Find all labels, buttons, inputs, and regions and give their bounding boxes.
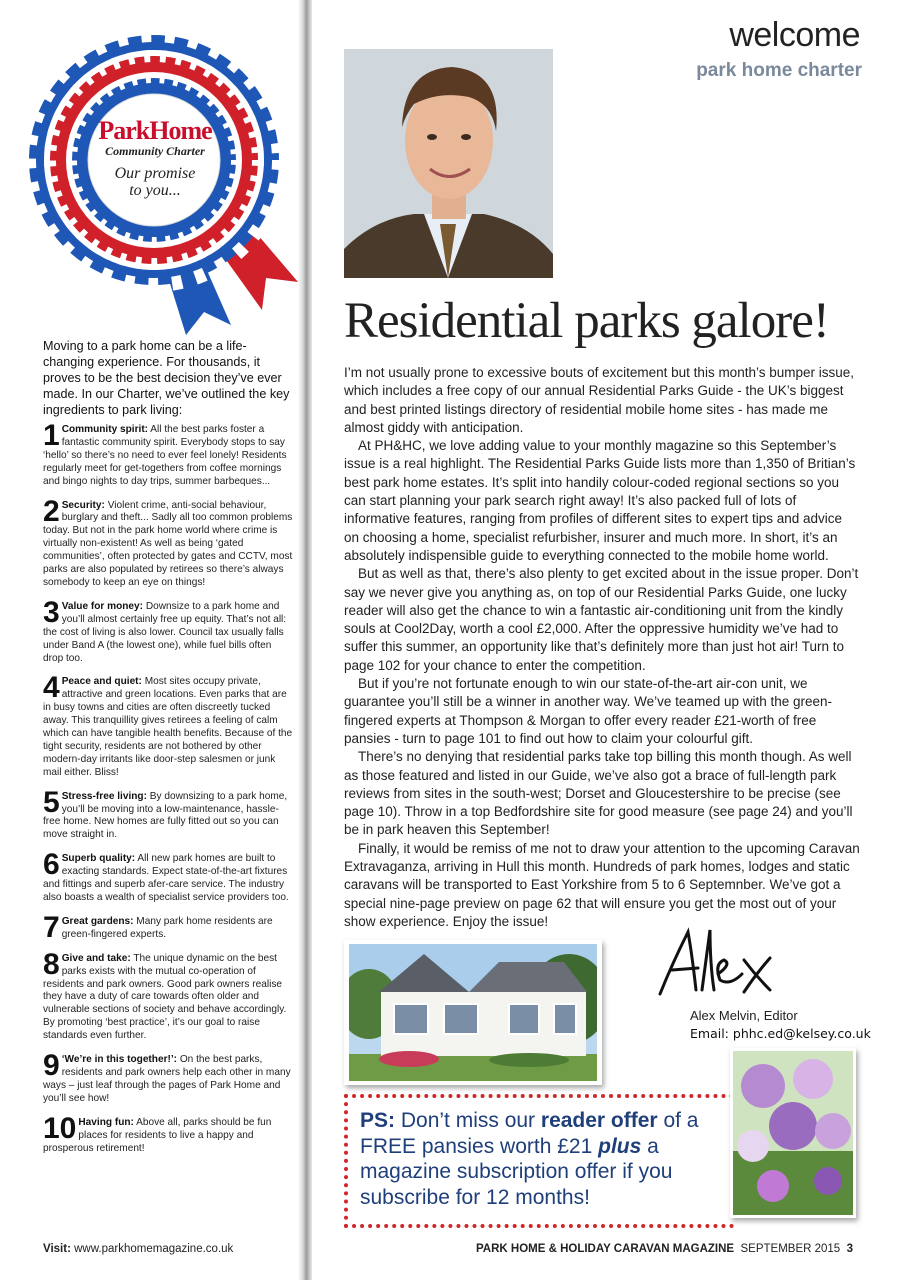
editor-portrait	[344, 49, 553, 278]
editor-email[interactable]: phhc.ed@kelsey.co.uk	[732, 1026, 871, 1041]
charter-item-2	[43, 494, 293, 590]
page-gutter	[298, 0, 312, 1280]
item-number: 4	[43, 671, 60, 705]
item-title: ‘We’re in this together!’:	[61, 1054, 178, 1066]
article-body	[344, 364, 860, 931]
item-title: Peace and quiet:	[61, 676, 142, 688]
article-headline: Residential parks galore!	[344, 293, 829, 349]
item-title: Give and take:	[61, 952, 131, 964]
brand-logo: ParkHome	[98, 116, 212, 145]
ps-label: PS:	[360, 1109, 396, 1132]
article-paragraph: But as well as that, there’s also plenty to get excited about in the issue proper. Don’t say we never give you anything as, on top of our Residential Parks Guide, one lucky reader will also get the chance to win a fantastic air-conditioning unit from the kindly souls at Cool2Day, worth a cool £2,000. After the oppressive humidity we’ve had to suffer this summer, an opportunity like that’s definitely more than just hot air! Turn to page 102 for your chance to enter the competition.	[344, 566, 859, 673]
footer-visit	[43, 1243, 233, 1255]
editor-signature	[652, 924, 782, 1000]
charter-item-9	[43, 1049, 293, 1106]
section-subtitle: park home charter	[696, 60, 862, 81]
item-number: 7	[43, 910, 60, 944]
charter-item-6	[43, 848, 293, 905]
item-text: Many park home residents are green-fingered experts.	[61, 915, 273, 940]
allium-flowers-photo	[730, 1048, 856, 1218]
item-title: Great gardens:	[61, 915, 134, 927]
charter-item-5	[43, 785, 293, 843]
item-title: Value for money:	[61, 600, 144, 612]
item-text: All new park homes are built to exacting standards. Expect state-of-the-art fixtures and fittings and superb afer-care service. The industry also boasts a wealth of specialist service providers too.	[43, 853, 289, 903]
ps-highlight: plus	[598, 1134, 642, 1158]
charter-item-10	[43, 1111, 293, 1156]
item-title: Stress-free living:	[61, 790, 147, 802]
charter-list	[43, 419, 293, 1166]
item-title: Superb quality:	[61, 853, 136, 865]
item-number: 3	[43, 595, 60, 629]
ps-text: Don’t miss our	[395, 1109, 541, 1132]
item-number: 6	[43, 848, 60, 882]
editor-email-line	[690, 1026, 871, 1041]
item-number: 1	[43, 419, 60, 452]
article-paragraph: Finally, it would be remiss of me not to draw your attention to the upcoming Caravan Extravaganza, arriving in Hull this month. Hundreds of park homes, lodges and static caravans will be transported to East Yorkshire from 5 to 6 Septemnber. We’ve got a special nine-page preview on page 62 that will ensure you get the most out of your show experience. Enjoy the issue!	[344, 840, 860, 929]
charter-item-1	[43, 419, 293, 489]
article-paragraph: I’m not usually prone to excessive bouts of excitement but this month’s bumper issue, which includes a free copy of our annual Residential Parks Guide - the UK’s biggest and best printed listings directory of residential mobile home sites - has made me almost giddy with anticipation.	[344, 365, 855, 435]
item-text: The unique dynamic on the best parks exists with the mutual co-operation of residents and park owners. Good park owners realise they have a duty of care towards often older and vulnerable sections of society and behave accordingly. By promoting ‘best practice’, it’s our goal to raise standards even further.	[43, 952, 287, 1042]
charter-intro: Moving to a park home can be a life-changing experience. For thousands, it proves to be the best decision they’ve ever made. In our Charter, we’ve outlined the key ingredients to park living:	[43, 339, 290, 417]
email-label: Email:	[690, 1026, 729, 1041]
article-paragraph: At PH&HC, we love adding value to your monthly magazine so this September’s issue is a real highlight. The Residential Parks Guide lists more than 1,350 of Britian’s best park home estates. It’s split into handily colour-coded regional sections so you can start planning your park search right away! It’s also packed full of lots of informative features, ranging from profiles of different sites to expert tips and advice on choosing a home, specialist refurbisher, insurer and much more. In short, it’s an absolutely indispensible guide to everything connected to the mobile home world.	[344, 438, 856, 563]
issue-date: SEPTEMBER 2015	[740, 1243, 841, 1255]
ps-highlight: reader offer	[540, 1109, 658, 1132]
item-number: 9	[43, 1049, 60, 1083]
park-home-photo	[344, 940, 602, 1085]
item-number: 10	[43, 1111, 77, 1145]
ps-text: of a FREE pansies worth £21	[360, 1109, 699, 1158]
item-number: 8	[43, 947, 60, 981]
item-text: On the best parks, residents and park owners help each other in many ways – just leaf through the pages of Park Home and you’ll see how!	[43, 1054, 291, 1104]
charter-title: Community Charter	[105, 144, 205, 158]
item-text: Most sites occupy private, attractive and green locations. Even parks that are in busy towns and cities are often discreetly tucked away. This tranquillity gives retirees a feeling of calm which can have tangible health benefits. Because of the tight security, residents are not bothered by other modern-day irritants like door-step salesmen or junk mail either. Bliss!	[43, 676, 293, 778]
item-title: Community spirit:	[61, 424, 149, 435]
promise-line-1: Our promise	[114, 165, 196, 182]
ps-text: a magazine subscription offer if you subscribe for 12 months!	[360, 1134, 673, 1209]
item-text: Downsize to a park home and you’ll almost certainly free up equity. That’s not all: the cost of living is also lower. Council tax usually falls under Band A (the lowest one), while fuel bills often drop too.	[43, 600, 287, 664]
item-text: By downsizing to a park home, you’ll be moving into a low-maintenance, hassle-free home. New homes are fully fitted out so you can move straight in.	[43, 790, 288, 841]
item-number: 5	[43, 785, 60, 819]
footer-folio	[476, 1243, 853, 1255]
item-title: Security:	[61, 499, 105, 511]
item-text: All the best parks foster a fantastic community spirit. Everybody stops to say ‘hello’ so there’s no need to ever feel lonely! Residents regularly meet for get-togethers from coffee mornings and bingo nights to day trips, summer barbeques...	[43, 424, 287, 487]
website-link[interactable]: www.parkhomemagazine.co.uk	[74, 1243, 234, 1255]
charter-item-3	[43, 595, 293, 666]
section-title: welcome	[729, 16, 860, 54]
item-text: Above all, parks should be fun places for residents to live a happy and prosperous retirement!	[43, 1116, 272, 1154]
charter-item-8	[43, 947, 293, 1043]
rosette-label	[80, 118, 230, 199]
charter-sidebar	[0, 0, 300, 1280]
charter-item-4	[43, 671, 293, 779]
page-number: 3	[846, 1243, 853, 1255]
magazine-name: PARK HOME & HOLIDAY CARAVAN MAGAZINE	[475, 1243, 735, 1255]
item-title: Having fun:	[78, 1116, 134, 1128]
promise-line-2: to you...	[129, 182, 181, 199]
charter-item-7	[43, 910, 293, 944]
visit-label: Visit:	[43, 1243, 71, 1255]
editor-name: Alex Melvin, Editor	[690, 1008, 798, 1023]
item-text: Violent crime, anti-social behaviour, burglary and theft... Sadly all too common problems today. But not in the park home world where crime is virtually non-existent! As well as being ‘gated communities’, often protected by gates and CCTV, most parks are also populated by retirees so there’s always somebody to keep an eye on things!	[43, 499, 293, 588]
article-paragraph: There’s no denying that residential parks take top billing this month though. As well as those featured and listed in our Guide, we’ve also got a brace of full-length park reviews from sites in the south-west; Dorset and Gloucestershire to be precise (see page 10). Throw in a top Bedfordshire site for good measure (see page 24) and you’ll be in park heaven this September!	[344, 749, 853, 838]
article-paragraph: But if you’re not fortunate enough to win our state-of-the-art air-con unit, we guarantee you’ll still be a winner in another way. We’ve teamed up with the green-fingered experts at Thompson & Morgan to offer every reader £21-worth of free pansies - turn to page 101 to find out how to claim your colourful gift.	[344, 676, 833, 746]
ps-offer	[360, 1108, 720, 1210]
item-number: 2	[43, 494, 60, 528]
